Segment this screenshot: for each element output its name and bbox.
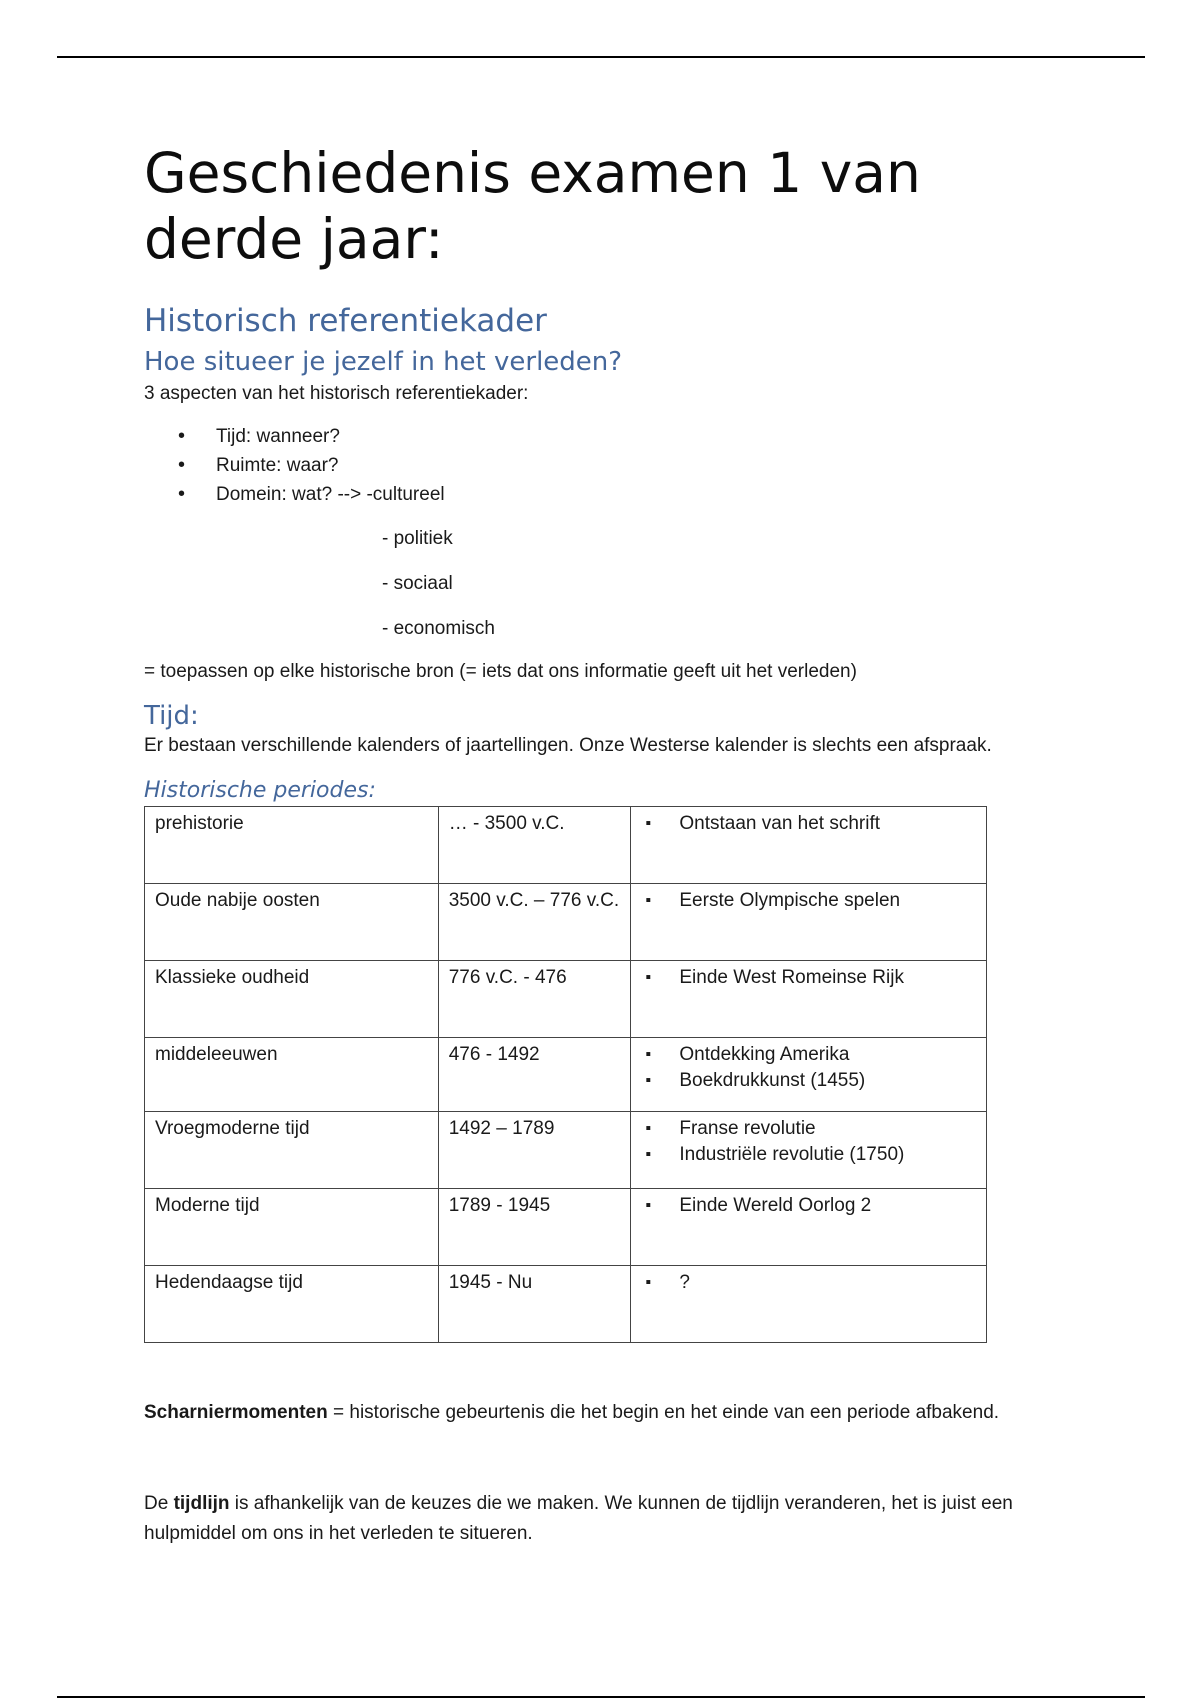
period-range: 3500 v.C. – 776 v.C. bbox=[438, 884, 631, 961]
event-item: ▪ Boekdrukkunst (1455) bbox=[679, 1068, 976, 1094]
aspects-list bbox=[178, 422, 1064, 509]
table-row bbox=[145, 1038, 987, 1112]
event-item: ▪ Einde West Romeinse Rijk bbox=[679, 965, 976, 991]
header-rule bbox=[57, 56, 1145, 58]
period-name: Vroegmoderne tijd bbox=[145, 1112, 439, 1189]
period-range: … - 3500 v.C. bbox=[438, 807, 631, 884]
event-item: ▪ Franse revolutie bbox=[679, 1116, 976, 1142]
period-name: middeleeuwen bbox=[145, 1038, 439, 1112]
tijdlijn-text: is afhankelijk van de keuzes die we maken. We kunnen de tijdlijn veranderen, het is juist een hulpmiddel om ons in het verleden te situeren. bbox=[144, 1493, 1013, 1544]
intro-text: 3 aspecten van het historisch referentiekader: bbox=[144, 383, 529, 404]
period-events bbox=[631, 1266, 987, 1343]
period-events bbox=[631, 961, 987, 1038]
period-range: 1789 - 1945 bbox=[438, 1189, 631, 1266]
event-item: ▪ Eerste Olympische spelen bbox=[679, 888, 976, 914]
tijdlijn-paragraph bbox=[144, 1489, 1064, 1549]
tijdlijn-prefix: De bbox=[144, 1493, 174, 1514]
event-item: ▪ Industriële revolutie (1750) bbox=[679, 1142, 976, 1168]
periods-heading: Historische periodes: bbox=[144, 778, 376, 803]
period-events bbox=[631, 1038, 987, 1112]
domain-list bbox=[382, 525, 1064, 643]
table-row bbox=[145, 807, 987, 884]
period-name: Moderne tijd bbox=[145, 1189, 439, 1266]
period-range: 1492 – 1789 bbox=[438, 1112, 631, 1189]
event-item: ▪ Ontstaan van het schrift bbox=[679, 811, 976, 837]
table-row bbox=[145, 1189, 987, 1266]
table-row bbox=[145, 961, 987, 1038]
bron-note: = toepassen op elke historische bron (= iets dat ons informatie geeft uit het verleden) bbox=[144, 661, 857, 682]
table-row bbox=[145, 1266, 987, 1343]
period-events bbox=[631, 884, 987, 961]
period-range: 776 v.C. - 476 bbox=[438, 961, 631, 1038]
period-range: 1945 - Nu bbox=[438, 1266, 631, 1343]
period-events bbox=[631, 807, 987, 884]
event-item: ▪ ? bbox=[679, 1270, 976, 1296]
tijdlijn-term: tijdlijn bbox=[173, 1493, 230, 1514]
aspect-item: • Domein: wat? --> -cultureel bbox=[178, 480, 1064, 509]
period-name: Hedendaagse tijd bbox=[145, 1266, 439, 1343]
section-heading-tijd: Tijd: bbox=[144, 701, 199, 731]
event-item: ▪ Einde Wereld Oorlog 2 bbox=[679, 1193, 976, 1219]
document-title: Geschiedenis examen 1 van derde jaar: bbox=[144, 141, 921, 271]
scharnier-text: = historische gebeurtenis die het begin en het einde van een periode afbakend. bbox=[327, 1402, 1000, 1423]
event-item: ▪ Ontdekking Amerika bbox=[679, 1042, 976, 1068]
period-name: Klassieke oudheid bbox=[145, 961, 439, 1038]
period-events bbox=[631, 1189, 987, 1266]
table-row bbox=[145, 1112, 987, 1189]
domain-item: - economisch bbox=[382, 618, 495, 639]
domain-item: - politiek bbox=[382, 528, 453, 549]
aspect-item: • Tijd: wanneer? bbox=[178, 422, 1064, 451]
subheading-situeer: Hoe situeer je jezelf in het verleden? bbox=[144, 347, 623, 377]
kalender-text: Er bestaan verschillende kalenders of jaartellingen. Onze Westerse kalender is slechts een afspraak. bbox=[144, 735, 992, 756]
scharnier-definition bbox=[144, 1399, 1064, 1427]
scharnier-term: Scharniermomenten bbox=[144, 1402, 328, 1423]
period-events bbox=[631, 1112, 987, 1189]
period-name: Oude nabije oosten bbox=[145, 884, 439, 961]
period-range: 476 - 1492 bbox=[438, 1038, 631, 1112]
document-body bbox=[144, 140, 1064, 1549]
domain-item: - sociaal bbox=[382, 573, 453, 594]
aspect-item: • Ruimte: waar? bbox=[178, 451, 1064, 480]
section-heading-referentiekader: Historisch referentiekader bbox=[144, 303, 547, 339]
periods-table bbox=[144, 806, 987, 1343]
period-name: prehistorie bbox=[145, 807, 439, 884]
footer-rule bbox=[57, 1696, 1145, 1698]
table-row bbox=[145, 884, 987, 961]
